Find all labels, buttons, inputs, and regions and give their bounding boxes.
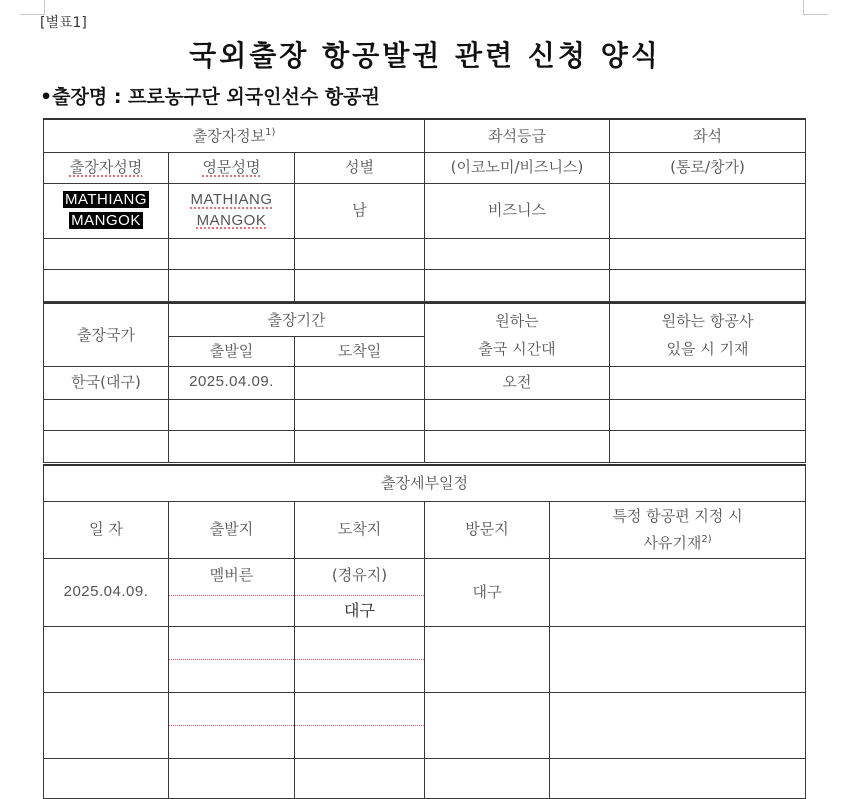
itinerary-visit-cell[interactable]: 대구 bbox=[425, 558, 550, 626]
empty-cell[interactable] bbox=[550, 692, 806, 758]
empty-cell[interactable] bbox=[44, 692, 169, 758]
empty-cell[interactable] bbox=[610, 399, 806, 430]
itinerary-reason-cell[interactable] bbox=[550, 558, 806, 626]
empty-cell[interactable] bbox=[425, 430, 610, 462]
traveler-empty-row bbox=[44, 238, 806, 269]
departure-time-cell[interactable]: 오전 bbox=[425, 366, 610, 399]
empty-cell[interactable] bbox=[295, 430, 425, 462]
empty-cell[interactable] bbox=[425, 238, 610, 269]
traveler-name-en-cell[interactable]: MATHIANG MANGOK bbox=[169, 183, 295, 238]
traveler-gender-cell[interactable]: 남 bbox=[295, 183, 425, 238]
seat-class-header: 좌석등급 bbox=[425, 119, 610, 152]
traveler-info-table bbox=[43, 118, 806, 302]
empty-cell[interactable] bbox=[44, 430, 169, 462]
itinerary-subheader-row bbox=[44, 501, 806, 558]
empty-cell[interactable] bbox=[169, 692, 295, 758]
period-header-row bbox=[44, 303, 806, 336]
empty-cell[interactable] bbox=[295, 238, 425, 269]
seat-class-options: (이코노미/비즈니스) bbox=[425, 152, 610, 183]
itinerary-table bbox=[43, 464, 806, 799]
period-empty-row bbox=[44, 399, 806, 430]
empty-cell[interactable] bbox=[44, 399, 169, 430]
visit-header: 방문지 bbox=[425, 501, 550, 558]
gender-header: 성별 bbox=[295, 152, 425, 183]
country-cell[interactable]: 한국(대구) bbox=[44, 366, 169, 399]
empty-cell[interactable] bbox=[610, 430, 806, 462]
empty-cell[interactable] bbox=[295, 758, 425, 798]
empty-cell[interactable] bbox=[44, 269, 169, 301]
dotted-divider bbox=[295, 659, 424, 660]
empty-cell[interactable] bbox=[295, 626, 425, 692]
dotted-divider bbox=[169, 725, 294, 726]
traveler-row bbox=[44, 183, 806, 238]
empty-cell[interactable] bbox=[295, 692, 425, 758]
itinerary-empty-row bbox=[44, 692, 806, 758]
empty-cell[interactable] bbox=[44, 238, 169, 269]
traveler-seat-cell[interactable] bbox=[610, 183, 806, 238]
empty-cell[interactable] bbox=[295, 399, 425, 430]
empty-cell[interactable] bbox=[550, 758, 806, 798]
traveler-empty-row bbox=[44, 269, 806, 301]
empty-cell[interactable] bbox=[425, 692, 550, 758]
itinerary-empty-row bbox=[44, 758, 806, 798]
departure-date-cell[interactable]: 2025.04.09. bbox=[169, 366, 295, 399]
departure-time-header: 원하는 출국 시간대 bbox=[425, 303, 610, 366]
empty-cell[interactable] bbox=[425, 758, 550, 798]
page-corner-mark-right bbox=[803, 0, 828, 15]
period-row bbox=[44, 366, 806, 399]
destination-header: 도착지 bbox=[295, 501, 425, 558]
arrival-date-cell[interactable] bbox=[295, 366, 425, 399]
arrival-date-header: 도착일 bbox=[295, 336, 425, 366]
attachment-label: [별표1] bbox=[40, 15, 87, 31]
traveler-subheader-row bbox=[44, 152, 806, 183]
empty-cell[interactable] bbox=[169, 430, 295, 462]
empty-cell[interactable] bbox=[44, 626, 169, 692]
empty-cell[interactable] bbox=[425, 399, 610, 430]
empty-cell[interactable] bbox=[295, 269, 425, 301]
itinerary-header-row bbox=[44, 465, 806, 501]
airline-header: 원하는 항공사 있을 시 기재 bbox=[610, 303, 806, 366]
seat-options: (통로/창가) bbox=[610, 152, 806, 183]
empty-cell[interactable] bbox=[44, 758, 169, 798]
name-en-header: 영문성명 bbox=[169, 152, 295, 183]
traveler-name-ko-cell[interactable]: MATHIANG MANGOK bbox=[44, 183, 169, 238]
origin-header: 출발지 bbox=[169, 501, 295, 558]
name-ko-header: 출장자성명 bbox=[44, 152, 169, 183]
traveler-seat-class-cell[interactable]: 비즈니스 bbox=[425, 183, 610, 238]
traveler-header-row bbox=[44, 119, 806, 152]
empty-cell[interactable] bbox=[425, 626, 550, 692]
itinerary-origin-cell[interactable]: 멜버른 bbox=[169, 558, 295, 626]
airline-cell[interactable] bbox=[610, 366, 806, 399]
itinerary-destination-cell[interactable]: (경유지) 대구 bbox=[295, 558, 425, 626]
empty-cell[interactable] bbox=[169, 626, 295, 692]
date-header: 일 자 bbox=[44, 501, 169, 558]
document-title: 국외출장 항공발권 관련 신청 양식 bbox=[189, 39, 661, 72]
empty-cell[interactable] bbox=[610, 238, 806, 269]
empty-cell[interactable] bbox=[169, 238, 295, 269]
period-header: 출장기간 bbox=[169, 303, 425, 336]
seat-header: 좌석 bbox=[610, 119, 806, 152]
empty-cell[interactable] bbox=[610, 269, 806, 301]
empty-cell[interactable] bbox=[169, 399, 295, 430]
empty-cell[interactable] bbox=[550, 626, 806, 692]
trip-name: •출장명 : 프로농구단 외국인선수 항공권 bbox=[40, 86, 380, 108]
itinerary-date-cell[interactable]: 2025.04.09. bbox=[44, 558, 169, 626]
country-header: 출장국가 bbox=[44, 303, 169, 366]
empty-cell[interactable] bbox=[425, 269, 610, 301]
period-empty-row bbox=[44, 430, 806, 462]
departure-date-header: 출발일 bbox=[169, 336, 295, 366]
flight-reason-header: 특정 항공편 지정 시 사유기재$^{2)}$ bbox=[550, 501, 806, 558]
traveler-info-header: 출장자정보$^{1)}$ bbox=[44, 119, 425, 152]
empty-cell[interactable] bbox=[169, 269, 295, 301]
dotted-divider bbox=[295, 725, 424, 726]
dotted-divider bbox=[169, 659, 294, 660]
empty-cell[interactable] bbox=[169, 758, 295, 798]
itinerary-empty-row bbox=[44, 626, 806, 692]
itinerary-row bbox=[44, 558, 806, 626]
travel-period-table bbox=[43, 302, 806, 463]
itinerary-header: 출장세부일정 bbox=[44, 465, 806, 501]
